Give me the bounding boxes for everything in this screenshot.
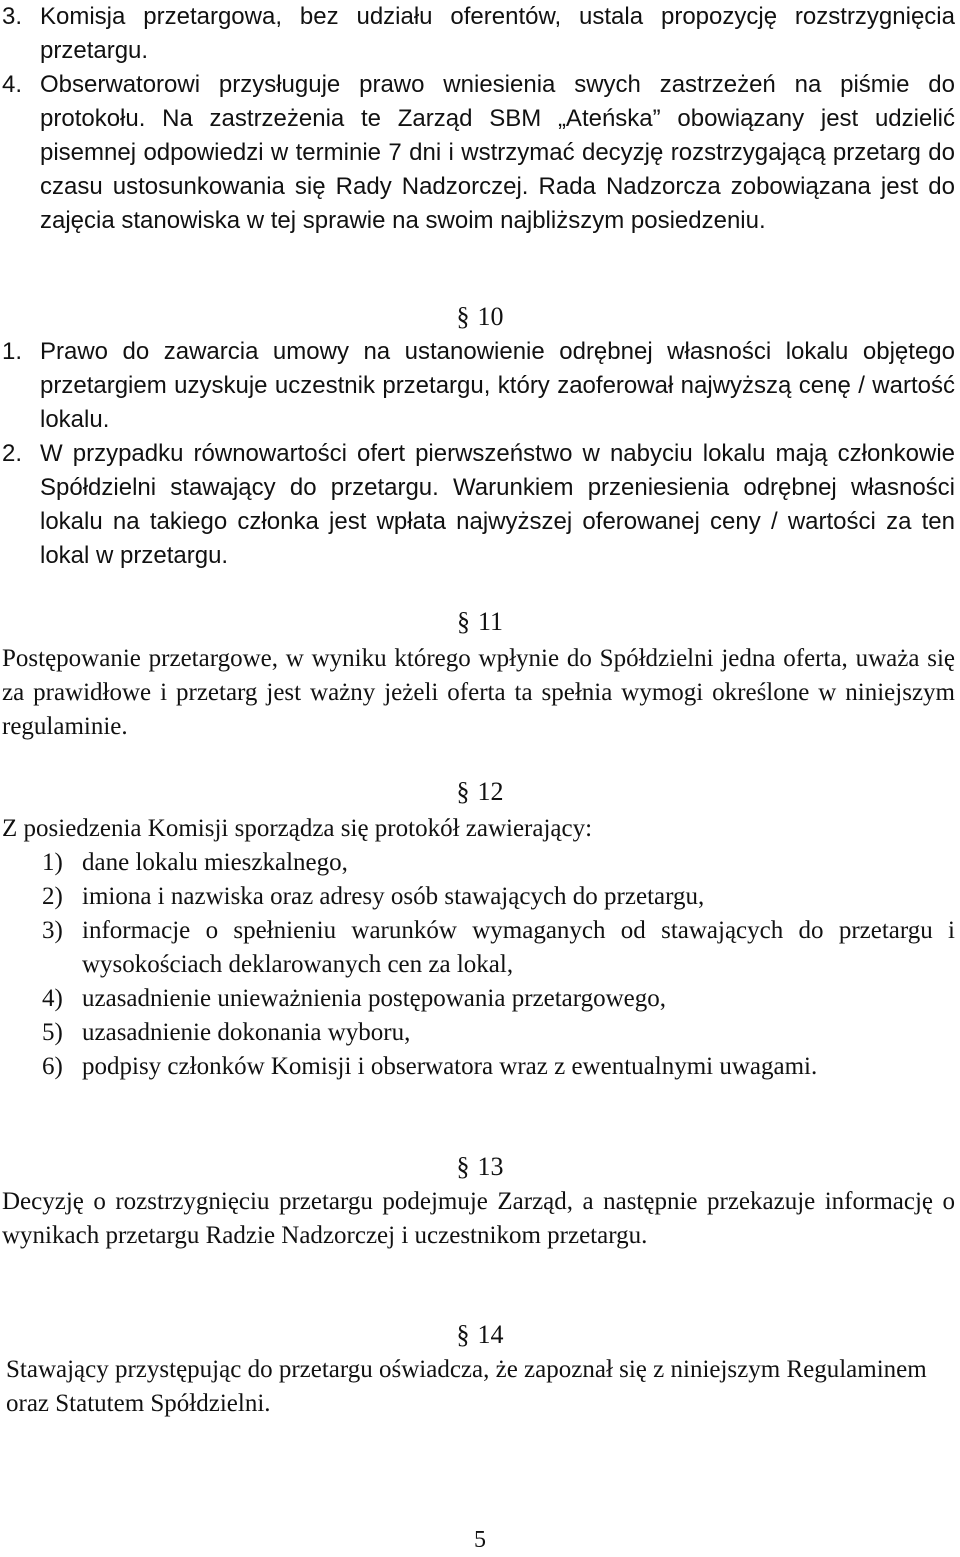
- item-number: 5): [42, 1019, 63, 1046]
- section-sign: §: [456, 1152, 470, 1181]
- section-12-list: [42, 846, 955, 1084]
- item-text: podpisy członków Komisji i obserwatora wraz z ewentualnymi uwagami.: [82, 1053, 818, 1080]
- section-number: 11: [477, 607, 504, 636]
- section-number: 12: [477, 777, 504, 806]
- item-number: 4): [42, 985, 63, 1012]
- list-item: [42, 846, 955, 880]
- list-item: [42, 880, 955, 914]
- item-text: Prawo do zawarcia umowy na ustanowienie odrębnej własności lokalu objętego przetargiem uzyskuje uczestnik przetargu, który zaoferował najwyższą cenę / wartość lokalu.: [40, 338, 955, 433]
- section-heading-12: [0, 775, 960, 809]
- section-11-text: Postępowanie przetargowe, w wyniku którego wpłynie do Spółdzielni jedna oferta, uważa się za prawidłowe i przetarg jest ważny jeżeli oferta ta spełnia wymogi określone w niniejszym regulaminie.: [2, 645, 955, 740]
- item-text: imiona i nazwiska oraz adresy osób stawających do przetargu,: [82, 883, 705, 910]
- item-number: 2): [42, 883, 63, 910]
- section-14-text: Stawający przystępując do przetargu oświadcza, że zapoznał się z niniejszym Regulaminem oraz Statutem Spółdzielni.: [6, 1356, 927, 1417]
- item-number: 3): [42, 917, 63, 944]
- item-text: uzasadnienie unieważnienia postępowania przetargowego,: [82, 985, 667, 1012]
- top-items: [2, 0, 955, 238]
- item-number: 4.: [2, 71, 23, 98]
- item-number: 1.: [2, 338, 23, 365]
- section-heading-13: [0, 1150, 960, 1184]
- section-number: 14: [477, 1320, 504, 1349]
- section-sign: §: [456, 607, 470, 636]
- section-sign: §: [456, 302, 470, 331]
- item-text: Obserwatorowi przysługuje prawo wniesienia swych zastrzeżeń na piśmie do protokołu. Na zastrzeżenia te Zarząd SBM „Ateńska” obowiązany jest udzielić pisemnej odpowiedzi w terminie 7 dni i wstrzymać decyzję rozstrzygającą przetarg do czasu ustosunkowania się Rady Nadzorczej. Rada Nadzorcza zobowiązana jest do zajęcia stanowiska w tej sprawie na swoim najbliższym posiedzeniu.: [40, 71, 955, 234]
- section-13-text: Decyzję o rozstrzygnięciu przetargu podejmuje Zarząd, a następnie przekazuje informację o wynikach przetargu Radzie Nadzorczej i uczestnikom przetargu.: [2, 1188, 955, 1249]
- list-item: [2, 437, 955, 573]
- item-text: informacje o spełnieniu warunków wymaganych od stawających do przetargu i wysokościach deklarowanych cen za lokal,: [82, 917, 955, 978]
- list-item: [42, 982, 955, 1016]
- list-item: [2, 68, 955, 238]
- list-item: [42, 1016, 955, 1050]
- section-number: 10: [477, 302, 504, 331]
- section-sign: §: [456, 777, 470, 806]
- item-text: dane lokalu mieszkalnego,: [82, 849, 348, 876]
- item-text: uzasadnienie dokonania wyboru,: [82, 1019, 411, 1046]
- section-10-items: [2, 335, 955, 573]
- item-number: 3.: [2, 3, 23, 30]
- section-heading-11: [0, 605, 960, 639]
- section-12-intro: Z posiedzenia Komisji sporządza się protokół zawierający:: [2, 815, 593, 842]
- page-number: 5: [474, 1527, 486, 1553]
- item-text: W przypadku równowartości ofert pierwszeństwo w nabyciu lokalu mają członkowie Spółdzielni stawający do przetargu. Warunkiem przeniesienia odrębnej własności lokalu na takiego członka jest wpłata najwyższej oferowanej ceny / wartości za ten lokal w przetargu.: [40, 440, 955, 569]
- section-heading-10: [0, 300, 960, 334]
- section-heading-14: [0, 1318, 960, 1352]
- item-number: 1): [42, 849, 63, 876]
- item-number: 6): [42, 1053, 63, 1080]
- section-number: 13: [477, 1152, 504, 1181]
- section-sign: §: [456, 1320, 470, 1349]
- item-number: 2.: [2, 440, 23, 467]
- list-item: [2, 335, 955, 437]
- list-item: [2, 0, 955, 68]
- list-item: [42, 1050, 955, 1084]
- item-text: Komisja przetargowa, bez udziału oferentów, ustala propozycję rozstrzygnięcia przetargu.: [40, 3, 955, 64]
- list-item: [42, 914, 955, 982]
